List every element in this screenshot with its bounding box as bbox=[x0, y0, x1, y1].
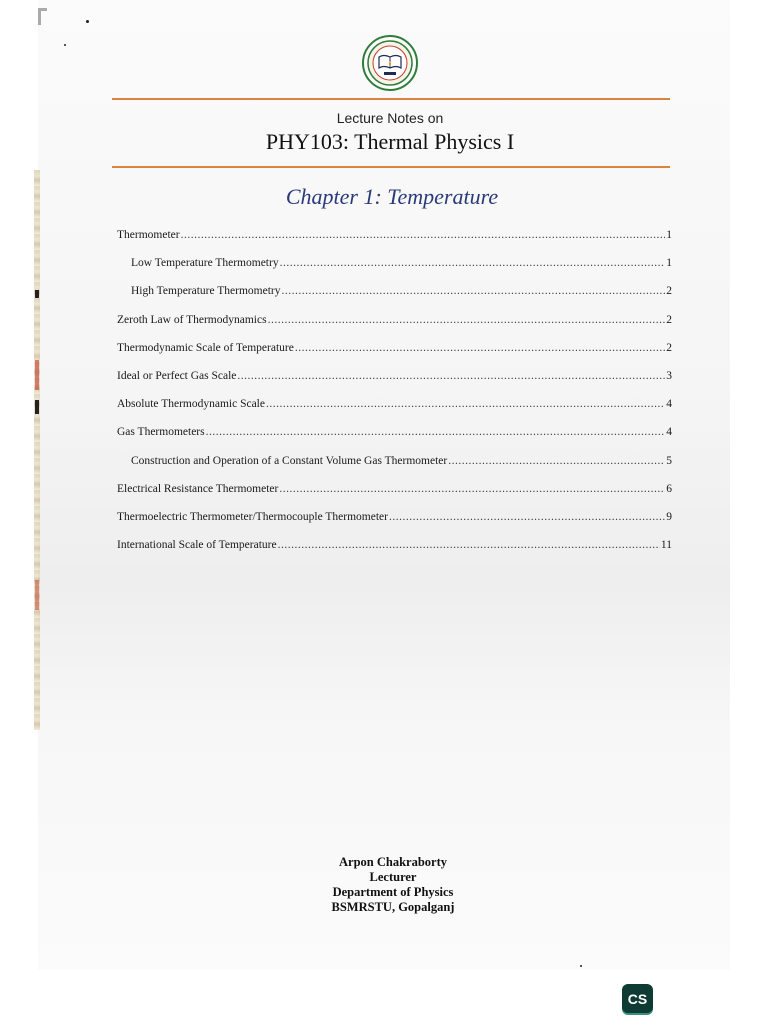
edge-mark bbox=[35, 400, 39, 414]
page-edge-shadow bbox=[34, 170, 40, 730]
toc-leader-dots bbox=[266, 398, 665, 410]
toc-entry-title: Electrical Resistance Thermometer bbox=[117, 482, 279, 495]
toc-leader-dots bbox=[206, 426, 666, 438]
toc-entry-page: 5 bbox=[666, 454, 672, 467]
toc-leader-dots bbox=[389, 511, 665, 523]
chapter-title: Chapter 1: Temperature bbox=[285, 184, 499, 209]
toc-entry bbox=[117, 285, 672, 313]
lecture-label: Lecture Notes on bbox=[336, 110, 444, 126]
toc-entry-page: 2 bbox=[666, 341, 672, 354]
toc-entry bbox=[117, 342, 672, 370]
toc-entry-page: 4 bbox=[666, 426, 672, 439]
dust-speck bbox=[580, 965, 582, 967]
author-position: Lecturer bbox=[369, 870, 417, 884]
edge-mark bbox=[35, 360, 39, 390]
toc-entry-page: 6 bbox=[666, 482, 672, 495]
author-block bbox=[0, 855, 768, 915]
toc-entry-title: Zeroth Law of Thermodynamics bbox=[117, 313, 267, 326]
toc-entry bbox=[117, 426, 672, 454]
toc-entry-title: High Temperature Thermometry bbox=[131, 285, 281, 298]
toc-entry bbox=[117, 257, 672, 285]
author-department: Department of Physics bbox=[332, 885, 454, 899]
toc-entry-page: 11 bbox=[660, 539, 672, 552]
course-title: PHY103: Thermal Physics I bbox=[265, 129, 515, 154]
toc-leader-dots bbox=[448, 455, 665, 467]
toc-entry-title: Thermometer bbox=[117, 229, 180, 241]
author-name: Arpon Chakraborty bbox=[339, 855, 447, 869]
toc-entry bbox=[117, 398, 672, 426]
toc-entry-page: 1 bbox=[666, 229, 672, 241]
toc-entry-title: Absolute Thermodynamic Scale bbox=[117, 398, 265, 411]
header-rule-bottom bbox=[112, 166, 670, 168]
toc-entry bbox=[117, 483, 672, 511]
dust-speck bbox=[64, 44, 66, 46]
toc-entry-title: Thermodynamic Scale of Temperature bbox=[117, 341, 294, 354]
edge-mark bbox=[35, 290, 39, 298]
author-institution: BSMRSTU, Gopalganj bbox=[331, 900, 455, 914]
toc-entry bbox=[117, 370, 672, 398]
toc-entry-page: 3 bbox=[666, 369, 672, 382]
toc-entry bbox=[117, 511, 672, 539]
toc-entry-page: 4 bbox=[666, 398, 672, 411]
toc-leader-dots bbox=[237, 370, 665, 382]
toc-entry-title: Construction and Operation of a Constant Volume Gas Thermometer bbox=[131, 454, 448, 467]
toc-leader-dots bbox=[278, 539, 660, 551]
toc-leader-dots bbox=[279, 483, 665, 495]
header-rule-top bbox=[112, 98, 670, 100]
table-of-contents bbox=[117, 229, 672, 567]
toc-entry-page: 2 bbox=[666, 313, 672, 326]
dust-speck bbox=[86, 20, 89, 23]
toc-leader-dots bbox=[280, 257, 666, 269]
edge-mark bbox=[35, 580, 39, 610]
toc-leader-dots bbox=[295, 342, 665, 354]
toc-entry-title: Thermoelectric Thermometer/Thermocouple Thermometer bbox=[117, 510, 388, 523]
toc-entry-title: Low Temperature Thermometry bbox=[131, 257, 279, 270]
toc-entry bbox=[117, 314, 672, 342]
toc-entry bbox=[117, 539, 672, 567]
camscanner-icon: CS bbox=[622, 984, 653, 1013]
toc-entry-page: 1 bbox=[666, 257, 672, 270]
toc-entry-page: 9 bbox=[666, 510, 672, 523]
toc-leader-dots bbox=[268, 314, 666, 326]
toc-entry bbox=[117, 455, 672, 483]
university-seal-icon bbox=[362, 35, 418, 91]
toc-entry bbox=[117, 229, 672, 257]
toc-leader-dots bbox=[181, 229, 666, 241]
toc-entry-title: Gas Thermometers bbox=[117, 426, 205, 439]
toc-leader-dots bbox=[282, 285, 666, 297]
toc-entry-page: 2 bbox=[666, 285, 672, 298]
toc-entry-title: International Scale of Temperature bbox=[117, 539, 277, 552]
corner-mark bbox=[38, 8, 47, 25]
toc-entry-title: Ideal or Perfect Gas Scale bbox=[117, 369, 237, 382]
